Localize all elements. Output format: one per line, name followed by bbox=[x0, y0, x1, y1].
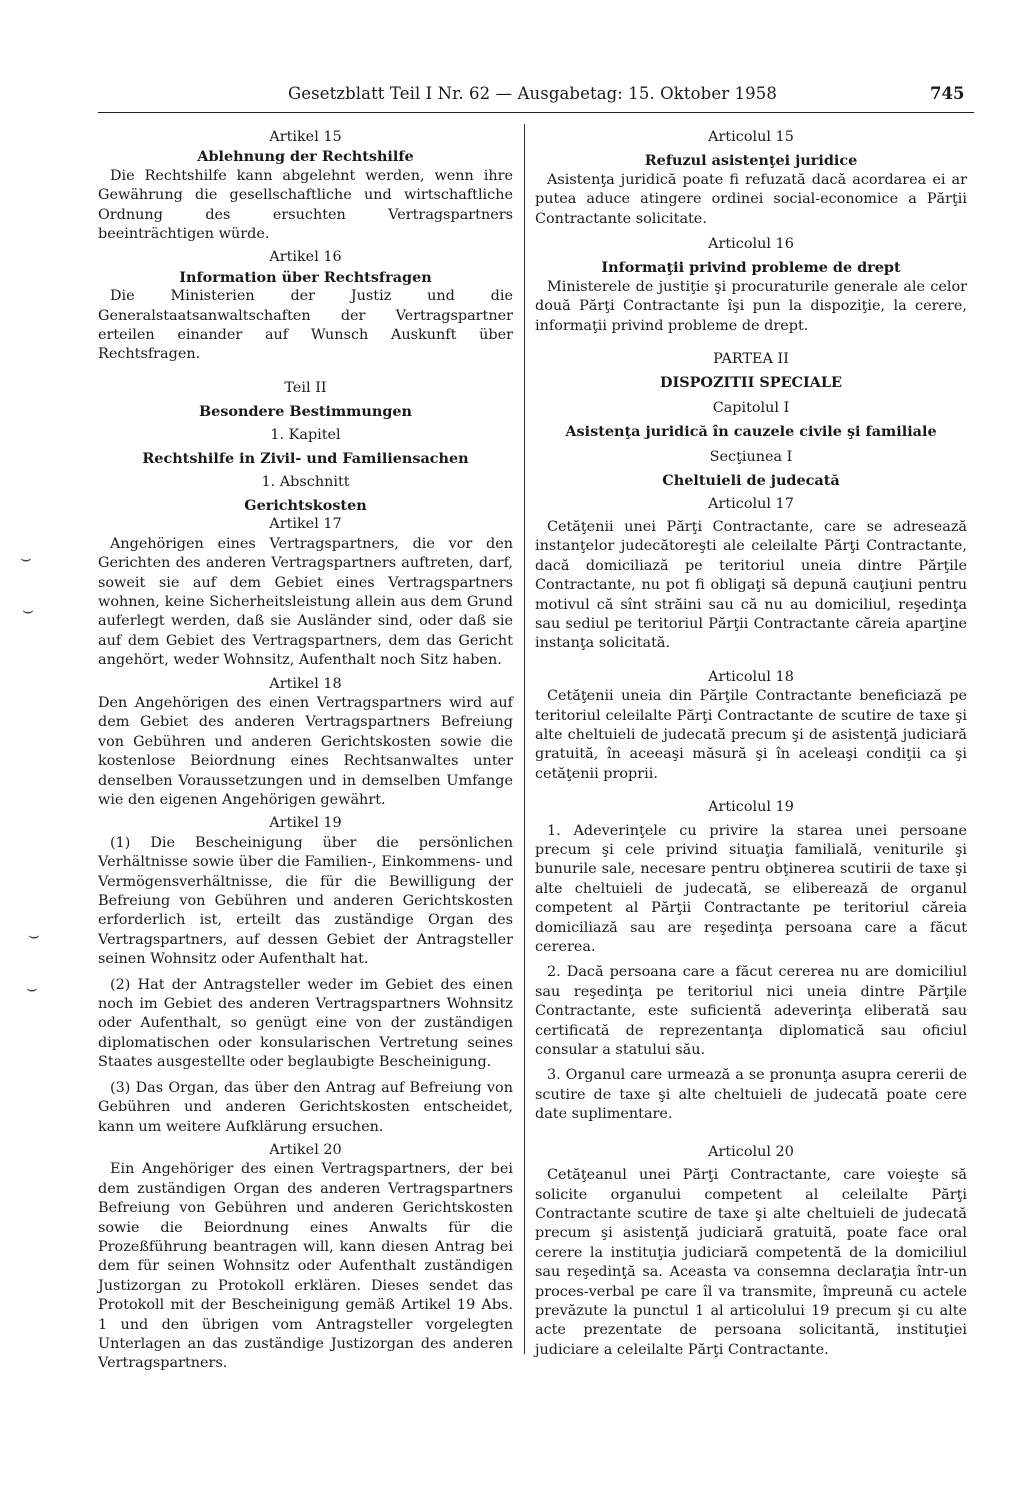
article-text: Cetăţeanul unei Părţi Contractante, care voieşte să solicite organului competent al celeilalte Părţi Contractante scutire de taxe şi alte cheltuieli de judecată precum şi asistenţă judiciară gratuită, poate face oral cerere la instituţia judiciară competentă de la domiciliul sau reşedinţă sa. Aceasta va consemna declaraţia într-un proces-verbal pe care îl va transmite, împreună cu actele prevăzute la punctul 1 al articolului 19 precum şi cu alte acte prezentate de persoana solicitantă, instituţiei judiciare a celeilalte Părţi Contractante. bbox=[535, 1167, 967, 1358]
header-rule bbox=[98, 112, 974, 113]
article-heading: Articolul 17 bbox=[708, 495, 794, 512]
margin-check-mark: ⌣ bbox=[22, 600, 34, 621]
page-header bbox=[0, 84, 1024, 110]
article-paragraph: (1) Die Bescheinigung über die persönlichen Verhältnisse sowie über die Familien-, Einkommens- und Vermögensverhältnisse, die für die Bewilligung der Befreiung von Gebühren und anderen Gerichtskosten erforderlich ist, erteilt das zuständige Organ des Vertragspartners, auf dessen Gebiet der Antragsteller seinen Wohnsitz oder Aufenthalt hat. bbox=[98, 834, 513, 968]
part-subheading: DISPOZITII SPECIALE bbox=[660, 374, 842, 392]
article-heading: Artikel 18 bbox=[269, 675, 342, 692]
article-subheading: Informaţii privind probleme de drept bbox=[601, 259, 901, 277]
article-subheading: Ablehnung der Rechtshilfe bbox=[197, 148, 414, 166]
chapter-heading: Capitolul I bbox=[712, 399, 790, 416]
part-heading: PARTEA II bbox=[713, 351, 789, 368]
article-text: Cetăţenii uneia din Părţile Contractante beneficiază pe teritoriul celeilalte Părţi Contractante de scutire de taxe şi alte cheltuieli de judecată precum şi de asistenţă judiciară gratuită, în aceeaşi măsură şi în aceleaşi condiţii ca şi cetăţenii proprii. bbox=[535, 688, 967, 782]
article-text: Ein Angehöriger des einen Vertragspartners, der bei dem zuständigen Organ des anderen Vertragspartners Befreiung von Gebühren und anderen Gerichtskosten sowie die Beiordnung eines Anwalts für die Prozeßführung beantragen will, kann diesen Antrag bei dem für seinen Wohnsitz oder Aufenthalt zuständigen Justizorgan zu Protokoll erklären. Dieses sendet das Protokoll mit der Bescheinigung gemäß Artikel 19 Abs. 1 und den übrigen vom Antragsteller vorgelegten Unterlagen an das zuständige Justizorgan des anderen Vertragspartners. bbox=[98, 1161, 513, 1372]
article-heading: Artikel 19 bbox=[269, 815, 342, 832]
article-heading: Articolul 19 bbox=[708, 799, 794, 816]
section-subheading: Gerichtskosten bbox=[244, 496, 367, 514]
article-heading: Artikel 20 bbox=[269, 1141, 342, 1158]
margin-check-mark: ⌣ bbox=[20, 548, 32, 569]
section-heading: 1. Abschnitt bbox=[261, 473, 350, 490]
article-paragraph: (2) Hat der Antragsteller weder im Gebiet des einen noch im Gebiet des anderen Vertragspartners Wohnsitz oder Aufenthalt, so genügt eine von der zuständigen diplomatischen oder konsularischen Vertretung seines Staates ausgestellte oder beglaubigte Bescheinigung. bbox=[98, 976, 513, 1071]
article-paragraph: 2. Dacă persoana care a făcut cererea nu are domiciliul sau reşedinţa pe teritoriul nici uneia dintre Părţile Contractante, este suficientă adeverinţa eliberată sau certificată de reprezentanţa diplomatică sau oficiul consular a statului său. bbox=[535, 964, 967, 1059]
section-heading: Secţiunea I bbox=[709, 448, 793, 465]
article-heading: Artikel 17 bbox=[269, 516, 342, 533]
article-text: Asistenţa juridică poate fi refuzată dacă acordarea ei ar putea aduce atingere ordinei social-economice a Părţii Contractante solicitate. bbox=[535, 171, 967, 227]
article-subheading: Refuzul asistenţei juridice bbox=[644, 152, 858, 170]
section-subheading: Cheltuieli de judecată bbox=[662, 472, 840, 490]
article-subheading: Information über Rechtsfragen bbox=[179, 268, 432, 286]
article-paragraph: 3. Organul care urmează a se pronunţa asupra cererii de scutire de taxe şi alte cheltuieli de judecată poate cere date suplimentare. bbox=[535, 1067, 967, 1123]
chapter-subheading: Asistenţa juridică în cauzele civile şi familiale bbox=[565, 423, 937, 441]
header-title: Gesetzblatt Teil I Nr. 62 — Ausgabetag: 15. Oktober 1958 bbox=[288, 84, 777, 103]
article-text: Angehörigen eines Vertragspartners, die vor den Gerichten des anderen Vertragspartners auftreten, darf, soweit sie auf dem Gebiet eines Vertragspartners wohnen, keine Sicherheitsleistung allein aus dem Grund auferlegt werden, daß sie Ausländer sind, oder daß sie auf dem Gebiet des Vertragspartners, dem das Gericht angehört, weder Wohnsitz, Aufenthalt noch Sitz haben. bbox=[98, 535, 513, 669]
part-subheading: Besondere Bestimmungen bbox=[198, 403, 413, 421]
article-heading: Articolul 20 bbox=[708, 1143, 794, 1160]
article-heading: Articolul 15 bbox=[708, 129, 794, 145]
article-heading: Articolul 16 bbox=[708, 236, 794, 253]
article-text: Ministerele de justiţie şi procuraturile generale ale celor două Părţi Contractante îşi pun la dispoziţie, la cerere, informaţii privind probleme de drept. bbox=[535, 278, 967, 334]
article-paragraph: (3) Das Organ, das über den Antrag auf Befreiung von Gebühren und anderen Gerichtskosten entscheidet, kann um weitere Aufklärung ersuchen. bbox=[98, 1079, 513, 1135]
article-text: Die Rechtshilfe kann abgelehnt werden, wenn ihre Gewährung die gesellschaftliche und wirtschaftliche Ordnung des ersuchten Vertragspartners beeinträchtigen würde. bbox=[98, 167, 513, 243]
article-text: Den Angehörigen des einen Vertragspartners wird auf dem Gebiet des anderen Vertragspartners Befreiung von Gebühren und anderen Gerichtskosten sowie die kostenlose Beiordnung eines Rechtsanwaltes unter denselben Voraussetzungen und in demselben Umfange wie den eigenen Angehörigen gewährt. bbox=[98, 694, 513, 808]
chapter-subheading: Rechtshilfe in Zivil- und Familiensachen bbox=[142, 450, 469, 468]
romanian-column bbox=[535, 128, 967, 1360]
page-number: 745 bbox=[930, 84, 965, 103]
article-heading: Articolul 18 bbox=[708, 668, 794, 685]
margin-check-mark: ⌣ bbox=[28, 925, 40, 946]
article-heading: Artikel 16 bbox=[269, 249, 342, 266]
german-column bbox=[98, 128, 513, 1374]
article-text: Cetăţenii unei Părţi Contractante, care se adresează instanţelor judecătoreşti ale celeilalte Părţi Contractante, dacă domiciliază pe teritoriul uneia dintre Părţile Contractante, nu pot fi obligaţi să depună cauţiuni pentru motivul că sînt străini sau că nu au domiciliul, reşedinţa sau sediul pe teritoriul Părţii Contractante căreia aparţine instanţa solicitată. bbox=[535, 518, 967, 652]
margin-check-mark: ⌣ bbox=[26, 978, 38, 999]
article-text: Die Ministerien der Justiz und die Generalstaatsanwaltschaften der Vertragspartner erteilen einander auf Wunsch Auskunft über Rechtsfragen. bbox=[98, 288, 513, 363]
article-heading: Artikel 15 bbox=[269, 129, 342, 145]
column-divider bbox=[524, 124, 525, 1354]
chapter-heading: 1. Kapitel bbox=[270, 426, 341, 443]
article-paragraph: 1. Adeverinţele cu privire la starea unei persoane precum şi cele privind situaţia familială, veniturile şi bunurile sale, necesare pentru obţinerea scutirii de taxe şi alte cheltuieli de judecată, se eliberează de organul competent al Părţii Contractante pe teritoriul căreia domiciliază sau are reşedinţa persoana care a făcut cererea. bbox=[535, 822, 967, 956]
part-heading: Teil II bbox=[284, 379, 327, 396]
